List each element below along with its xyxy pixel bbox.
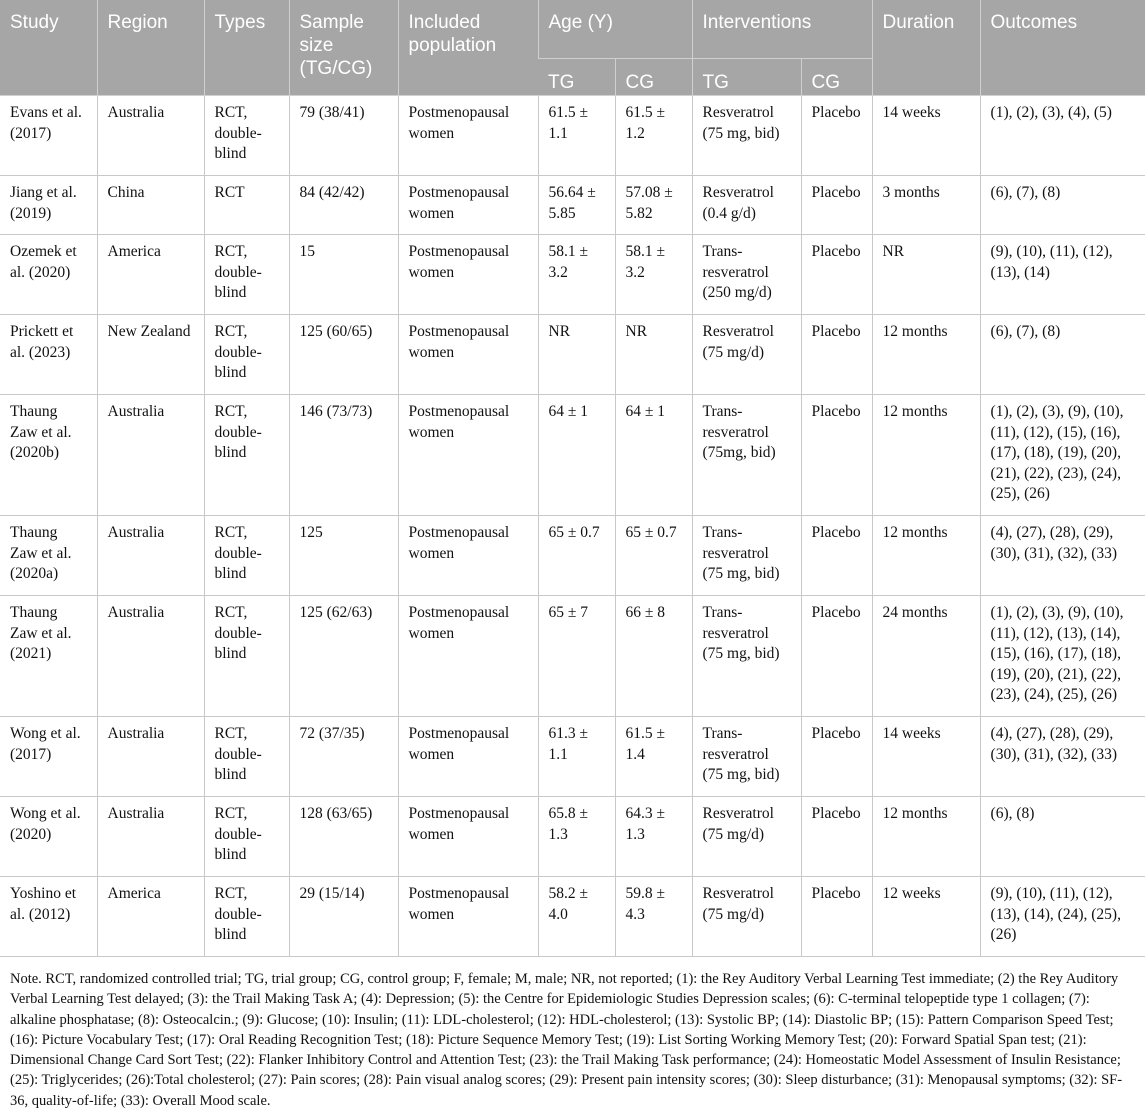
cell-outcomes: (4), (27), (28), (29), (30), (31), (32), (33) [980, 717, 1145, 797]
cell-types: RCT [204, 176, 289, 235]
table-row [0, 235, 1145, 315]
cell-region: Australia [97, 797, 204, 877]
cell-study: Wong et al. (2017) [0, 717, 97, 797]
header-age-cg: CG [615, 59, 692, 96]
cell-outcomes: (1), (2), (3), (4), (5) [980, 96, 1145, 176]
cell-intervention-tg: Trans-resveratrol (75 mg, bid) [692, 516, 801, 596]
header-population: Included population [398, 0, 538, 96]
cell-region: New Zealand [97, 315, 204, 395]
cell-sample-size: 84 (42/42) [289, 176, 398, 235]
cell-intervention-cg: Placebo [801, 96, 872, 176]
header-study: Study [0, 0, 97, 96]
cell-intervention-tg: Resveratrol (75 mg/d) [692, 877, 801, 957]
cell-study: Yoshino et al. (2012) [0, 877, 97, 957]
cell-region: Australia [97, 96, 204, 176]
table-note: Note. RCT, randomized controlled trial; TG, trial group; CG, control group; F, female; M, male; NR, not reported; (1): the Rey Auditory Verbal Learning Test immediate; (2) the Rey Auditory Verbal Learning Test delayed; (3): the Trail Making Task A; (4): Depression; (5): the Centre for Epidemiologic Studies Depression scales; (6): C-terminal telopeptide type 1 collagen; (7): alkaline phosphatase; (8): Osteocalcin.; (9): Glucose; (10): Insulin; (11): LDL-cholesterol; (12): HDL-cholesterol; (13): Systolic BP; (14): Diastolic BP; (15): Pattern Comparison Speed Test; (16): Picture Vocabulary Test; (17): Oral Reading Recognition Test; (18): Picture Sequence Memory Test; (19): List Sorting Working Memory Test; (20): Forward Spatial Span test; (21): Dimensional Change Card Sort Test; (22): Flanker Inhibitory Control and Attention Test; (23): the Trail Making Task performance; (24): Homeostatic Model Assessment of Insulin Resistance; (25): Triglycerides; (26):Total cholesterol; (27): Pain scores; (28): Pain visual analog scores; (29): Present pain intensity scores; (30): Sleep disturbance; (31): Menopausal symptoms; (32): SF-36, quality-of-life; (33): Overall Mood scale. [10, 971, 1123, 1109]
cell-duration: 12 months [872, 516, 980, 596]
cell-intervention-tg: Resveratrol (75 mg/d) [692, 797, 801, 877]
cell-intervention-tg: Resveratrol (0.4 g/d) [692, 176, 801, 235]
cell-intervention-cg: Placebo [801, 877, 872, 957]
cell-sample-size: 125 (60/65) [289, 315, 398, 395]
cell-age-tg: 58.1 ± 3.2 [538, 235, 615, 315]
cell-sample-size: 128 (63/65) [289, 797, 398, 877]
cell-age-cg: 58.1 ± 3.2 [615, 235, 692, 315]
header-region: Region [97, 0, 204, 96]
cell-intervention-cg: Placebo [801, 797, 872, 877]
cell-region: China [97, 176, 204, 235]
cell-duration: 12 months [872, 315, 980, 395]
table-row [0, 877, 1145, 957]
cell-sample-size: 29 (15/14) [289, 877, 398, 957]
cell-sample-size: 72 (37/35) [289, 717, 398, 797]
cell-intervention-tg: Trans-resveratrol (75 mg, bid) [692, 717, 801, 797]
cell-sample-size: 146 (73/73) [289, 395, 398, 516]
cell-outcomes: (6), (8) [980, 797, 1145, 877]
cell-intervention-tg: Trans-resveratrol (75 mg, bid) [692, 596, 801, 717]
cell-study: Ozemek et al. (2020) [0, 235, 97, 315]
cell-age-cg: 64 ± 1 [615, 395, 692, 516]
cell-population: Postmenopausal women [398, 877, 538, 957]
cell-age-tg: 64 ± 1 [538, 395, 615, 516]
cell-population: Postmenopausal women [398, 96, 538, 176]
table-row [0, 315, 1145, 395]
cell-study: Prickett et al. (2023) [0, 315, 97, 395]
cell-population: Postmenopausal women [398, 176, 538, 235]
table-row [0, 395, 1145, 516]
table-row [0, 797, 1145, 877]
cell-intervention-tg: Resveratrol (75 mg/d) [692, 315, 801, 395]
cell-age-cg: 59.8 ± 4.3 [615, 877, 692, 957]
cell-intervention-cg: Placebo [801, 176, 872, 235]
cell-intervention-cg: Placebo [801, 717, 872, 797]
cell-population: Postmenopausal women [398, 596, 538, 717]
cell-population: Postmenopausal women [398, 797, 538, 877]
table-row [0, 96, 1145, 176]
cell-region: Australia [97, 717, 204, 797]
cell-age-tg: 56.64 ± 5.85 [538, 176, 615, 235]
table-body [0, 96, 1145, 957]
cell-study: Thaung Zaw et al. (2021) [0, 596, 97, 717]
cell-duration: 12 months [872, 395, 980, 516]
cell-outcomes: (9), (10), (11), (12), (13), (14) [980, 235, 1145, 315]
header-duration: Duration [872, 0, 980, 96]
cell-study: Jiang et al. (2019) [0, 176, 97, 235]
cell-population: Postmenopausal women [398, 235, 538, 315]
cell-study: Thaung Zaw et al. (2020a) [0, 516, 97, 596]
cell-intervention-tg: Resveratrol (75 mg, bid) [692, 96, 801, 176]
cell-duration: 14 weeks [872, 96, 980, 176]
cell-age-tg: 65 ± 0.7 [538, 516, 615, 596]
cell-population: Postmenopausal women [398, 717, 538, 797]
cell-study: Evans et al. (2017) [0, 96, 97, 176]
cell-intervention-tg: Trans-resveratrol (250 mg/d) [692, 235, 801, 315]
cell-outcomes: (1), (2), (3), (9), (10), (11), (12), (15), (16), (17), (18), (19), (20), (21), (22), (23), (24), (25), (26) [980, 395, 1145, 516]
cell-age-tg: 58.2 ± 4.0 [538, 877, 615, 957]
table-header [0, 0, 1145, 96]
cell-region: Australia [97, 516, 204, 596]
cell-intervention-tg: Trans-resveratrol (75mg, bid) [692, 395, 801, 516]
cell-types: RCT, double-blind [204, 96, 289, 176]
cell-outcomes: (4), (27), (28), (29), (30), (31), (32), (33) [980, 516, 1145, 596]
cell-age-cg: 57.08 ± 5.82 [615, 176, 692, 235]
header-int-tg: TG [692, 59, 801, 96]
cell-region: America [97, 235, 204, 315]
cell-intervention-cg: Placebo [801, 315, 872, 395]
cell-age-cg: 64.3 ± 1.3 [615, 797, 692, 877]
header-outcomes: Outcomes [980, 0, 1145, 96]
cell-duration: 12 weeks [872, 877, 980, 957]
table-row [0, 176, 1145, 235]
header-int-cg: CG [801, 59, 872, 96]
cell-sample-size: 79 (38/41) [289, 96, 398, 176]
cell-population: Postmenopausal women [398, 395, 538, 516]
cell-age-tg: NR [538, 315, 615, 395]
cell-sample-size: 125 [289, 516, 398, 596]
cell-types: RCT, double-blind [204, 877, 289, 957]
header-sample-size: Sample size (TG/CG) [289, 0, 398, 96]
cell-types: RCT, double-blind [204, 395, 289, 516]
cell-study: Thaung Zaw et al. (2020b) [0, 395, 97, 516]
cell-age-cg: 66 ± 8 [615, 596, 692, 717]
cell-types: RCT, double-blind [204, 315, 289, 395]
cell-outcomes: (1), (2), (3), (9), (10), (11), (12), (13), (14), (15), (16), (17), (18), (19), (20), (21), (22), (23), (24), (25), (26) [980, 596, 1145, 717]
header-interventions: Interventions [692, 0, 872, 59]
header-age: Age (Y) [538, 0, 692, 59]
cell-population: Postmenopausal women [398, 516, 538, 596]
cell-types: RCT, double-blind [204, 596, 289, 717]
cell-age-cg: 61.5 ± 1.4 [615, 717, 692, 797]
cell-intervention-cg: Placebo [801, 395, 872, 516]
table-row [0, 516, 1145, 596]
cell-intervention-cg: Placebo [801, 235, 872, 315]
cell-population: Postmenopausal women [398, 315, 538, 395]
cell-age-cg: 65 ± 0.7 [615, 516, 692, 596]
cell-age-cg: NR [615, 315, 692, 395]
cell-region: Australia [97, 395, 204, 516]
cell-intervention-cg: Placebo [801, 596, 872, 717]
cell-age-cg: 61.5 ± 1.2 [615, 96, 692, 176]
cell-duration: 14 weeks [872, 717, 980, 797]
cell-types: RCT, double-blind [204, 797, 289, 877]
cell-duration: 12 months [872, 797, 980, 877]
cell-duration: 24 months [872, 596, 980, 717]
cell-age-tg: 65 ± 7 [538, 596, 615, 717]
cell-age-tg: 61.5 ± 1.1 [538, 96, 615, 176]
cell-region: Australia [97, 596, 204, 717]
cell-study: Wong et al. (2020) [0, 797, 97, 877]
cell-duration: NR [872, 235, 980, 315]
cell-duration: 3 months [872, 176, 980, 235]
cell-region: America [97, 877, 204, 957]
cell-outcomes: (6), (7), (8) [980, 315, 1145, 395]
cell-intervention-cg: Placebo [801, 516, 872, 596]
header-types: Types [204, 0, 289, 96]
table-row [0, 717, 1145, 797]
cell-types: RCT, double-blind [204, 516, 289, 596]
cell-types: RCT, double-blind [204, 717, 289, 797]
cell-sample-size: 125 (62/63) [289, 596, 398, 717]
cell-outcomes: (6), (7), (8) [980, 176, 1145, 235]
header-age-tg: TG [538, 59, 615, 96]
cell-age-tg: 61.3 ± 1.1 [538, 717, 615, 797]
cell-outcomes: (9), (10), (11), (12), (13), (14), (24), (25), (26) [980, 877, 1145, 957]
cell-sample-size: 15 [289, 235, 398, 315]
cell-age-tg: 65.8 ± 1.3 [538, 797, 615, 877]
table-row [0, 596, 1145, 717]
cell-types: RCT, double-blind [204, 235, 289, 315]
